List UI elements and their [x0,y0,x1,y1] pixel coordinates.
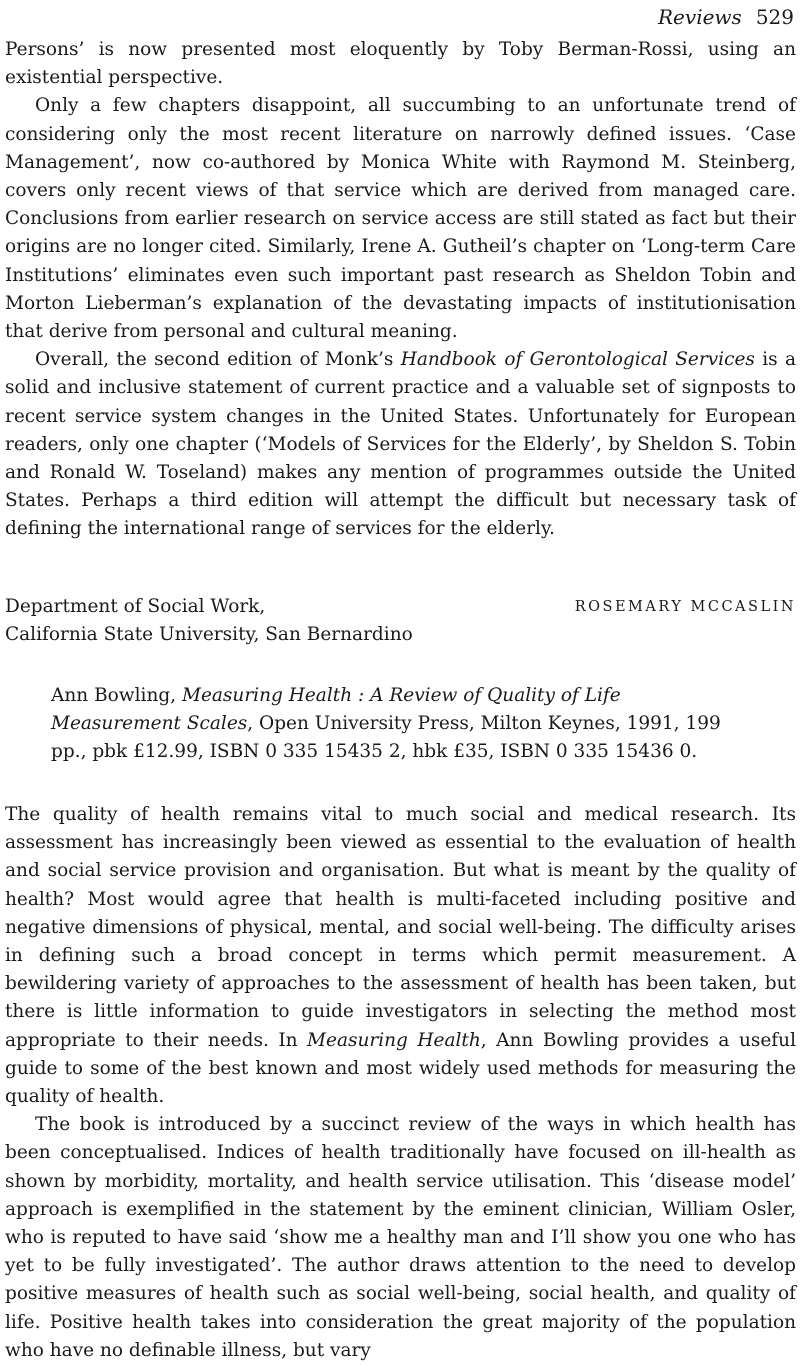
affiliation-line: Department of Social Work, [5,596,266,617]
text-run: , Ann Bowling provides a useful guide to some of the best known and most widely used methods for measuring the quality of health. [5,1029,796,1108]
book-title: Handbook of Gerontological Services [400,349,755,371]
text-run: Overall, the second edition of Monk’s [35,349,401,371]
review-1-paragraph: Persons’ is now presented most eloquently by Toby Berman-Rossi, using an existential perspective. [5,39,796,89]
book-details: , Open University Press, Milton Keynes, 1991, 199 pp., pbk £12.99, ISBN 0 335 15435 2, hbk £35, ISBN 0 335 15436 0. [51,713,721,763]
text-run: is a solid and inclusive statement of current practice and a valuable set of signposts to recent service system changes in the United States. Unfortunately for European readers, only one chapter (‘Models of Services for the Elderly’, by Sheldon S. Tobin and Ronald W. Toseland) makes any mention of programmes outside the United States. Perhaps a third edition will attempt the difficult but necessary task of defining the international range of services for the elderly. [5,349,796,540]
book-author: Ann Bowling, [51,685,182,706]
book-title: Measuring Health [307,1029,481,1051]
review-1-paragraph: Only a few chapters disappoint, all succumbing to an unfortunate trend of considering only the most recent literature on narrowly defined issues. ‘Case Management’, now co-authored by Monica White with Raymond M. Steinberg, covers only recent views of that service which are derived from managed care. Conclusions from earlier research on service access are still stated as fact but their origins are no longer cited. Similarly, Irene A. Gutheil’s chapter on ‘Long-term Care Institutions’ eliminates even such important past research as Sheldon Tobin and Morton Lieberman’s explanation of the devastating impacts of institutionisation that derive from personal and cultural meaning. [5,95,796,343]
page-number: 529 [755,5,794,29]
text-run: The quality of health remains vital to much social and medical research. Its assessment has increasingly been viewed as essential to the evaluation of health and social service provision and organisation. But what is meant by the quality of health? Most would agree that health is multi-faceted including positive and negative dimensions of physical, mental, and social well-being. The difficulty arises in defining such a broad concept in terms which permit measurement. A bewildering variety of approaches to the assessment of health has been taken, but there is little information to guide investigators in selecting the method most appropriate to their needs. In [5,804,796,1051]
review-2-paragraph [5,801,796,1111]
affiliation-line: California State University, San Bernardino [5,624,413,645]
review-2-body [5,801,796,1365]
bibliographic-entry [51,682,756,767]
review-1-body [5,36,796,544]
review-1-signoff [5,593,796,649]
review-1-paragraph [5,346,796,543]
review-2-paragraph: The book is introduced by a succinct review of the ways in which health has been conceptualised. Indices of health traditionally have focused on ill-health as shown by morbidity, mortality, and health service utilisation. This ‘disease model’ approach is exemplified in the statement by the eminent clinician, William Osler, who is reputed to have said ‘show me a healthy man and I’ll show you one who has yet to be fully investigated’. The author draws attention to the need to develop positive measures of health such as social well-being, social health, and quality of life. Positive health takes into consideration the great majority of the population who have no definable illness, but vary [5,1114,796,1361]
reviewer-name: ROSEMARY MCCASLIN [574,599,796,615]
running-head [658,0,794,34]
running-head-section: Reviews [658,5,742,29]
book-title: Measuring Health : A Review of Quality of Life Measurement Scales [51,685,621,735]
